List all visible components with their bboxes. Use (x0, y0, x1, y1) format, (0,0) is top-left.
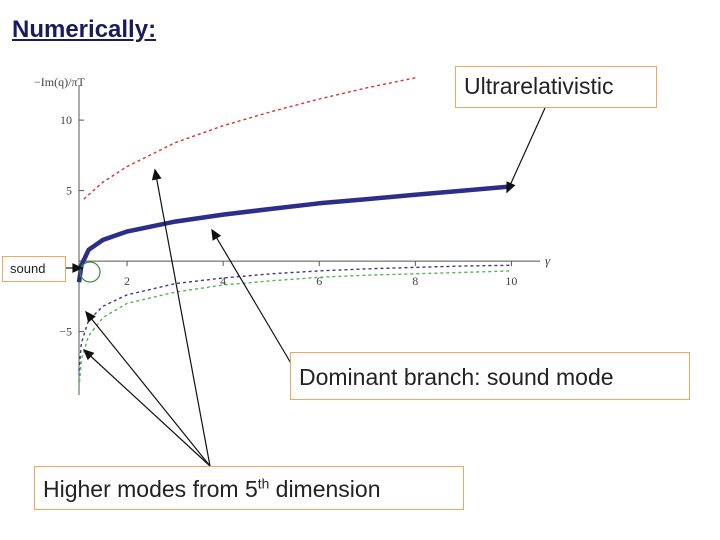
higher-modes-superscript: th (257, 476, 270, 492)
ultrarelativistic-callout (455, 66, 657, 108)
higher-modes-callout (34, 466, 464, 510)
x-tick-label: 8 (412, 274, 419, 289)
x-tick-label: 2 (124, 274, 131, 289)
sound-callout (2, 256, 66, 282)
y-tick-label: 10 (60, 113, 72, 128)
x-tick-label: 10 (505, 274, 518, 289)
higher-modes-arrow-3 (86, 312, 210, 466)
dominant-branch-label: Dominant branch: sound mode (299, 364, 614, 390)
sound-mode-circle (80, 262, 100, 282)
sound-label: sound (10, 261, 46, 276)
dominant-branch-arrow (212, 230, 292, 365)
series-line-1 (84, 78, 416, 199)
higher-modes-arrow-1 (155, 170, 210, 466)
x-axis-label: γ (545, 253, 551, 269)
ultrarelativistic-label: Ultrarelativistic (464, 73, 614, 99)
dominant-branch-callout (290, 352, 690, 400)
dominant-branch-arrow-head (212, 230, 220, 240)
ultrarelativistic-arrow (507, 108, 545, 192)
slide-heading: Numerically: (12, 16, 157, 43)
ultrarelativistic-arrow-head (507, 182, 514, 192)
higher-modes-suffix: dimension (269, 476, 381, 502)
series-line-2 (79, 186, 511, 282)
y-tick-label: −5 (59, 324, 72, 339)
y-tick-label: 5 (66, 183, 72, 198)
higher-modes-arrow-1-head (153, 170, 161, 180)
x-tick-label: 6 (316, 274, 323, 289)
higher-modes-arrow-3-head (86, 312, 95, 322)
higher-modes-label: Higher modes from 5 (43, 476, 258, 502)
x-tick-label: 4 (220, 274, 227, 289)
y-axis-label: −Im(q)/πT (34, 75, 85, 89)
